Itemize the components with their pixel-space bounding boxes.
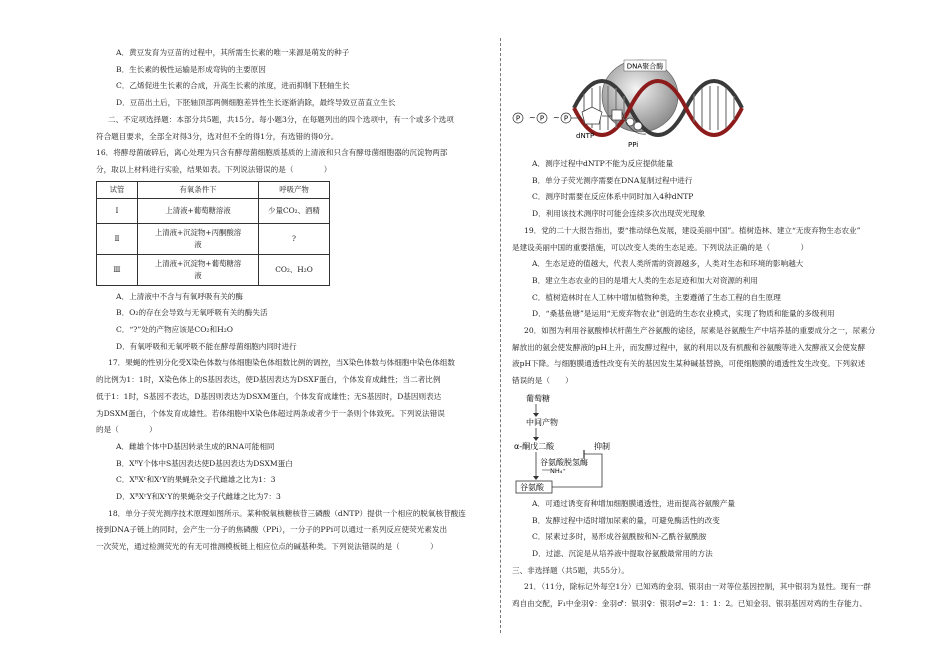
text-line: D．过滤、沉淀是从培养液中提取谷氨酸最常用的方法	[532, 548, 713, 558]
text-line: 21．（11分，除标记外每空1分）已知鸡的金羽、银羽由一对等位基因控制，其中银羽为显性。现有一群	[524, 582, 871, 592]
text-line: 为DSXM蛋白，个体发育成雄性。若体细胞中X染色体超过两条或者少于一条则个体致死。下列说法错误	[96, 408, 445, 418]
text-line: C．乙烯促进生长素的合成，升高生长素的浓度，进而抑制下胚轴生长	[116, 81, 350, 91]
text-line: A．可通过诱变育种增加细胞膜通透性，进而提高谷氨酸产量	[532, 498, 735, 508]
right-text-block-2	[512, 496, 914, 613]
text-line: 液pH下降。与细胞膜通透性改变有关的基因发生某种碱基替换，可使细胞膜的通透性发生改变。下列叙述	[512, 359, 866, 369]
table-cell: Ⅱ	[97, 223, 138, 254]
text-line: B．生长素的极性运输是形成弯钩的主要原因	[116, 64, 266, 74]
text-line: A．雌雄个体中D基因转录生成的RNA可能相同	[116, 441, 275, 451]
table-cell: CO₂、H₂O	[259, 254, 330, 285]
text-line: 二、不定项选择题：本部分共5题，共15分。每小题3分，在每题列出的四个选项中，有一个或多个选项	[108, 114, 454, 124]
text-line: D．有氧呼吸和无氧呼吸不能在酵母菌细胞内同时进行	[116, 341, 297, 351]
q16-table	[96, 181, 330, 286]
text-line: D．豆苗出土后，下胚轴顶部两侧细胞差异性生长逐渐消除，最终导致豆苗直立生长	[116, 98, 396, 108]
text-line: A．黄豆发育为豆苗的过程中，其所需生长素的唯一来源是萌发的种子	[116, 48, 350, 57]
table-cell: 上清液+沉淀物+丙酮酸溶 液	[138, 223, 259, 254]
table-header: 有氧条件下	[138, 181, 259, 198]
text-line: B．XᴿY个体中S基因表达使D基因表达为DSXM蛋白	[116, 458, 293, 468]
svg-text:~: ~	[529, 113, 536, 122]
text-line: 低于1：1时，S基因不表达，D基因则表达为DSXM蛋白，个体发育成雄性；无S基因时，D基因则表达	[96, 391, 442, 401]
svg-text:~: ~	[553, 113, 560, 122]
table-cell: 少量CO₂、酒精	[259, 198, 330, 223]
text-line: 符合题目要求，全部全对得3分，选对但不全的得1分，有选错的得0分。	[96, 131, 339, 141]
text-line: B．发酵过程中适时增加尿素的量，可避免酶活性的改变	[532, 515, 720, 525]
nh4-label: NH₄⁺	[550, 466, 566, 475]
dna-sequencing-diagram	[512, 52, 914, 156]
table-cell: Ⅲ	[97, 254, 138, 285]
text-line: C．“?”处的产物应该是CO₂和H₂O	[116, 325, 233, 335]
text-line: 19．党的二十大报告指出，要“推动绿色发展，建设美丽中国”。植树造林、建立“无废弃物生态农业”	[524, 225, 861, 235]
column-divider	[500, 38, 501, 633]
text-line: B．O₂的存在会导致与无氧呼吸有关的酶失活	[116, 308, 268, 318]
text-line: B．单分子荧光测序需要在DNA复制过程中进行	[532, 175, 693, 185]
table-header: 试管	[97, 181, 138, 198]
left-column	[96, 45, 490, 556]
q20-pathway-figure	[512, 392, 914, 496]
q18-dna-figure	[512, 52, 914, 156]
text-line: C．测序时需要在反应体系中同时加入4种dNTP	[532, 192, 694, 202]
text-line: 接到DNA子链上的同时，会产生一分子的焦磷酸（PPi），一分子的PPi可以通过一系列反应使荧光素发出	[96, 525, 448, 535]
enzyme-label: 谷氨酸脱氢酶	[540, 457, 588, 467]
intermediate-label: 中间产物	[526, 417, 558, 427]
text-line: 解放出的氨会使发酵液的pH上升，而发酵过程中，氨的利用以及有机酸和谷氨酸等进入发酵液又会使发酵	[512, 342, 866, 352]
text-line: 17．果蝇的性别分化受X染色体数与体细胞染色体组数比例的调控，当X染色体数与体细胞中染色体组数	[108, 358, 456, 368]
text-line: A．上清液中不含与有氧呼吸有关的酶	[116, 291, 243, 301]
svg-text:P: P	[515, 114, 521, 123]
enzyme-label: DNA聚合酶	[626, 62, 664, 71]
text-line: D．“桑基鱼塘”是运用“无废弃物农业”创造的生态农业模式，实现了物质和能量的多级利用	[532, 309, 835, 319]
base-block	[612, 110, 622, 120]
table-header: 呼吸产物	[259, 181, 330, 198]
left-text-block-2	[96, 289, 490, 556]
text-line: D．XᴿXʳY和XʳY的果蝇杂交子代雌雄之比为7：3	[116, 492, 281, 502]
text-line: A．生态足迹的值越大，代表人类所需的资源越多，人类对生态和环境的影响越大	[532, 259, 804, 269]
table-cell: Ⅰ	[97, 198, 138, 223]
table-cell: 上清液+沉淀物+葡萄糖溶 液	[138, 254, 259, 285]
akg-label: α-酮戊二酸	[514, 441, 555, 451]
text-line: 20．如图为利用谷氨酸棒状杆菌生产谷氨酸的途径，尿素是谷氨酸生产中培养基的重要成分之一，尿素分	[524, 326, 876, 336]
text-line: C．植树造林时在人工林中增加植物种类，主要遵循了生态工程的自生原理	[532, 292, 781, 302]
ppi-label: PPi	[628, 141, 639, 149]
text-line: 三、非选择题（共5题，共55分）。	[512, 565, 630, 575]
inhibit-label: 抑制	[594, 441, 610, 451]
text-line: B．建立生态农业的目的是增大人类的生态足迹和加大对资源的利用	[532, 275, 758, 285]
ppi-circle	[626, 118, 634, 126]
glutamate-label: 谷氨酸	[520, 482, 544, 492]
table-cell: ?	[259, 223, 330, 254]
phosphate-chain	[513, 113, 571, 123]
text-line: 是建设美丽中国的重要措施，可以改变人类的生态足迹。下列说法正确的是（ ）	[512, 242, 809, 252]
glucose-label: 葡萄糖	[526, 393, 550, 403]
svg-text:P: P	[563, 114, 569, 123]
text-line: 错误的是（ ）	[512, 376, 573, 386]
sugar-shape	[582, 107, 602, 124]
text-line: 分，取以上材料进行实验，结果如表。下列说法错误的是（ ）	[96, 164, 332, 174]
text-line: 一次荧光，通过检测荧光的有无可推测模板链上相应位点的碱基种类。下列说法错误的是（ ）	[96, 542, 438, 552]
text-line: 的是（ ）	[96, 425, 157, 435]
text-line: C．尿素过多时，易形成谷氨酰胺和N-乙酰谷氨酰胺	[532, 532, 707, 542]
glutamate-pathway-diagram	[512, 392, 914, 496]
text-line: 鸡自由交配，F₁中金羽♀：金羽♂：银羽♀：银羽♂=2：1：1：2。已知金羽、银羽基因对鸡的生存能力、	[512, 599, 867, 609]
text-line: D．利用该技术测序时可能会连续多次出现荧光现象	[532, 209, 706, 219]
table-cell: 上清液+葡萄糖溶液	[138, 198, 259, 223]
text-line: 16．将酵母菌破碎后，离心处理为只含有酵母菌细胞质基质的上清液和只含有酵母菌细胞器的沉淀物两部	[96, 148, 448, 158]
dntp-label: dNTP	[576, 132, 595, 140]
left-text-block-1	[96, 45, 490, 179]
text-line: C．XᴿXʳ和XʳY的果蝇杂交子代雌雄之比为1：3	[116, 475, 276, 485]
right-text-block-1	[512, 156, 914, 390]
text-line: A．测序过程中dNTP不能为反应提供能量	[532, 159, 674, 168]
svg-text:P: P	[539, 114, 545, 123]
text-line: 的比例为1：1时，X染色体上的S基因表达，使D基因表达为DSXF蛋白，个体发育成雌性；当二者比例	[96, 375, 441, 385]
right-column	[512, 52, 914, 613]
text-line: 18．单分子荧光测序技术原理如图所示。某种脱氧核糖核苷三磷酸（dNTP）提供一个相应的脱氧核苷酸连	[108, 508, 466, 518]
